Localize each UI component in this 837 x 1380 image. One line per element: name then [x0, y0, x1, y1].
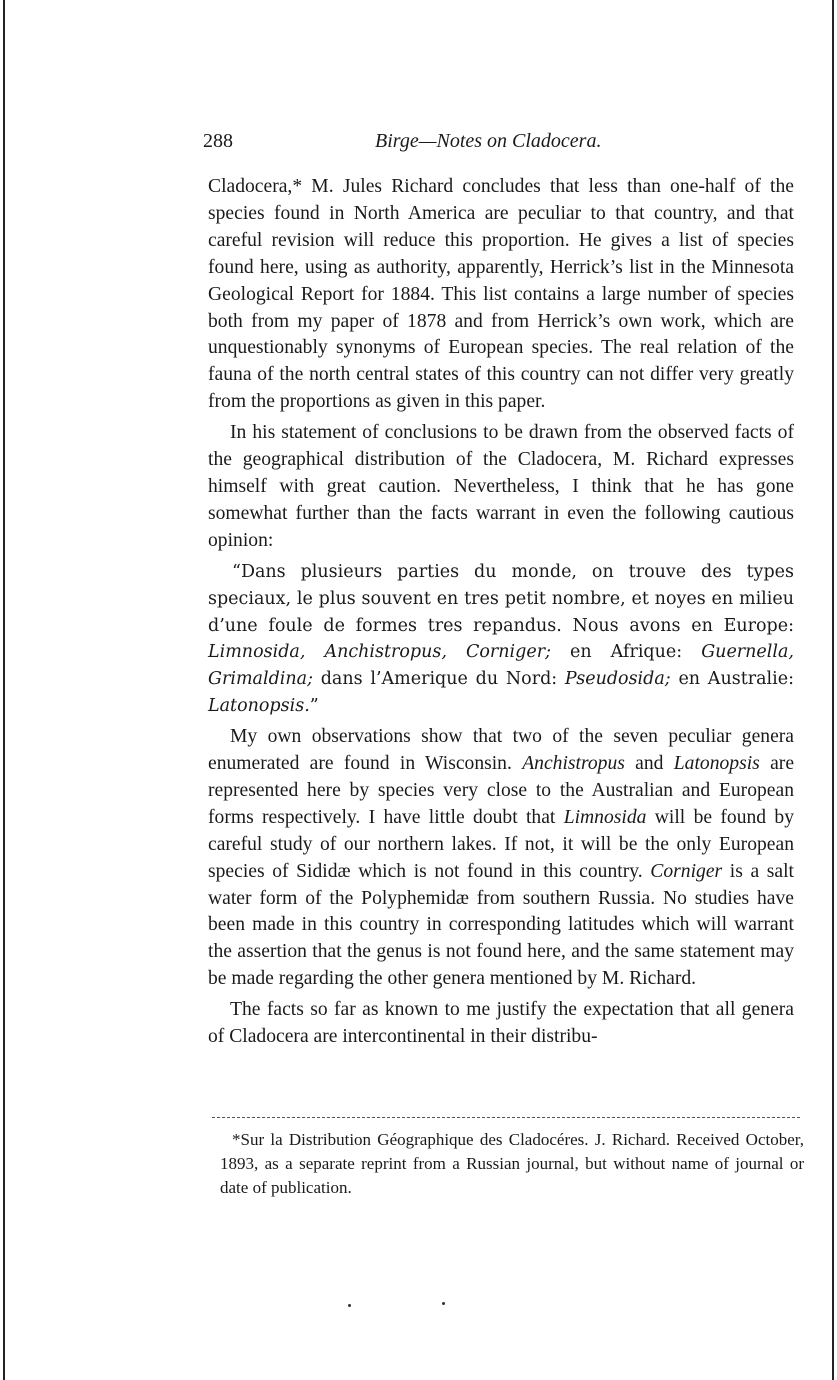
running-title: Birge—Notes on Cladocera. — [375, 130, 602, 152]
p4-text-5: is a salt water form of the Polyphemidæ from southern Russia. No studies have been made in this country in corresponding latitudes which will warrant the assertion that the genus is not found here, and the same statement may be made regarding the other genera mentioned by M. Richard. — [208, 860, 794, 990]
paragraph-5: The facts so far as known to me justify the expectation that all genera of Cladocera are intercontinental in their distribu- — [208, 999, 794, 1048]
p4-genus-anchistropus: Anchistropus — [522, 753, 625, 775]
body-text — [208, 174, 794, 1051]
genus-anchistropus: Anchistropus, — [324, 642, 447, 663]
footnote-rule — [212, 1117, 800, 1118]
p4-text-2: and — [635, 753, 664, 775]
genus-guernella: Guernella, — [701, 642, 794, 663]
footnote-text: *Sur la Distribution Géographique des Cladocéres. J. Richard. Received October, 1893, as a separate reprint from a Russian journal, but without name of journal or date of publication. — [220, 1130, 804, 1197]
p4-genus-corniger: Corniger — [650, 860, 723, 882]
print-speck — [442, 1302, 445, 1305]
genus-grimaldina: Grimaldina; — [208, 669, 313, 690]
genus-latonopsis: Latonopsis. — [208, 696, 310, 717]
quote-text-4: en Australie: — [678, 669, 794, 690]
quote-text-2: en Afrique: — [570, 642, 683, 663]
quote-text-1: “Dans plusieurs parties du monde, on trouve des types speciaux, le plus souvent en tres petit nombre, et noyes en milieu d’une foule de formes tres repandus. Nous avons en Europe: — [208, 561, 794, 636]
paragraph-4 — [208, 724, 794, 993]
p4-text-1: My own observations show that two of the seven peculiar genera enumerated are found in Wisconsin. — [208, 726, 794, 775]
p4-genus-latonopsis: Latonopsis — [673, 753, 760, 775]
p4-text-4: will be found by careful study of our northern lakes. If not, it will be the only European species of Sididæ which is not found in this country. — [208, 806, 795, 882]
genus-pseudosida: Pseudosida; — [564, 669, 671, 690]
page-edge-right — [832, 0, 834, 1380]
paragraph-1: Cladocera,* M. Jules Richard concludes that less than one-half of the species found in North America are peculiar to that country, and that careful revision will reduce this proportion. He gives a list of species found here, using as authority, apparently, Herrick’s list in the Minnesota Geological Report for 1884. This list contains a large number of species both from my paper of 1878 and from Herrick’s own work, which are unquestionably synonyms of European species. The real relation of the fauna of the north central states of this country can not differ very greatly from the proportions as given in this paper. — [208, 176, 794, 413]
footnote — [220, 1128, 804, 1200]
genus-limnosida: Limnosida, — [208, 642, 306, 663]
genus-corniger: Corniger; — [465, 642, 551, 663]
print-speck — [348, 1304, 351, 1307]
p4-genus-limnosida: Limnosida — [563, 806, 647, 828]
page-edge-left — [3, 0, 5, 1380]
page-header — [203, 130, 803, 158]
quote-close: ” — [309, 696, 319, 717]
paragraph-2: In his statement of conclusions to be drawn from the observed facts of the geographical distribution of the Cladocera, M. Richard expresses himself with great caution. Nevertheless, I think that he has gone somewhat further than the facts warrant in even the following cautious opinion: — [208, 422, 794, 551]
page-number: 288 — [203, 130, 233, 152]
paragraph-3-quote — [208, 559, 794, 720]
quote-text-3: dans l’Amerique du Nord: — [320, 669, 558, 690]
p4-text-3: are represented here by species very close to the Australian and European forms respectively. I have little doubt that — [208, 753, 795, 828]
